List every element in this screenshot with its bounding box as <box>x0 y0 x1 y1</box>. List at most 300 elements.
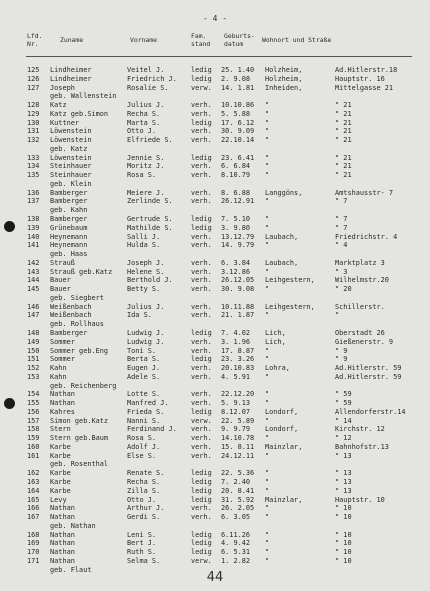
record-number: 160 <box>27 442 40 451</box>
record-number: 156 <box>27 407 40 416</box>
record-surname: Sommer geb.Eng <box>50 346 109 355</box>
record-firstname: Ferdinand J. <box>127 425 177 434</box>
record-number: 154 <box>27 390 40 399</box>
record-family-status: ledig <box>191 215 212 224</box>
record-number: 165 <box>27 495 40 504</box>
record-number: 150 <box>27 346 40 355</box>
record-birthdate: 22. 5.36 <box>221 469 255 478</box>
record-family-status: verh. <box>191 302 212 311</box>
record-residence: Lohra, <box>265 364 290 373</box>
record-birthdate: 1. 2.82 <box>221 556 251 565</box>
record-birthdate: 9. 9.79 <box>221 425 251 434</box>
record-birthdate: 30. 9.08 <box>221 285 255 294</box>
record-surname: Steinhauer <box>50 162 92 171</box>
record-number: 145 <box>27 285 40 294</box>
table-row <box>0 84 430 93</box>
record-street: " 59 <box>335 390 352 399</box>
record-list <box>0 66 430 574</box>
record-firstname: Adele S. <box>127 372 161 381</box>
record-number: 132 <box>27 136 40 145</box>
record-surname: Nathan <box>50 390 75 399</box>
record-birthdate: 30. 9.09 <box>221 127 255 136</box>
record-residence: Mainzlar, <box>265 442 303 451</box>
record-family-status: ledig <box>191 223 212 232</box>
record-birthdate: 10.10.86 <box>221 101 255 110</box>
record-birthdate: 25. 1.40 <box>221 66 255 74</box>
table-row <box>0 487 430 496</box>
record-birthdate: 7. 2.40 <box>221 477 251 486</box>
record-number: 144 <box>27 276 40 285</box>
record-firstname: Joseph J. <box>127 258 165 267</box>
record-family-status: verh. <box>191 136 212 145</box>
record-firstname: Otto J. <box>127 495 157 504</box>
record-residence: Holzheim, <box>265 66 303 74</box>
record-firstname: Bert J. <box>127 539 157 548</box>
record-firstname: Zilla S. <box>127 486 161 495</box>
record-residence: " <box>265 241 270 250</box>
record-surname: Karbe <box>50 477 71 486</box>
record-number: 166 <box>27 504 40 513</box>
record-surname: Stern <box>50 425 71 434</box>
record-street: " 7 <box>335 197 348 206</box>
record-residence: " <box>265 390 270 399</box>
record-number: 170 <box>27 548 40 557</box>
record-street: " 10 <box>335 530 352 539</box>
record-birthdate: 22.12.20 <box>221 390 255 399</box>
record-surname: Steinhauer <box>50 171 92 180</box>
table-row <box>0 390 430 399</box>
record-family-status: verh. <box>191 311 212 320</box>
table-row <box>0 294 430 303</box>
record-number: 157 <box>27 416 40 425</box>
record-number: 168 <box>27 530 40 539</box>
table-row <box>0 276 430 285</box>
table-row <box>0 241 430 250</box>
table-row <box>0 268 430 277</box>
record-street: Amtshausstr- 7 <box>335 188 394 197</box>
record-street: " 4 <box>335 241 348 250</box>
record-firstname: Helene S. <box>127 267 165 276</box>
record-surname: Sommer <box>50 337 75 346</box>
record-surname: Kahn <box>50 372 67 381</box>
record-surname: Joseph <box>50 83 75 92</box>
record-residence: Laubach, <box>265 258 299 267</box>
record-firstname: Friedrich J. <box>127 74 177 83</box>
record-firstname: Nanni S. <box>127 416 161 425</box>
record-surname: Nathan <box>50 530 75 539</box>
record-number: 141 <box>27 241 40 250</box>
record-family-status: verh. <box>191 425 212 434</box>
record-family-status: verh. <box>191 337 212 346</box>
record-birthdate: 20.10.83 <box>221 364 255 373</box>
header-rule <box>26 56 412 57</box>
record-surname: Nathan <box>50 399 75 408</box>
record-surname: Löwenstein <box>50 127 92 136</box>
table-row <box>0 285 430 294</box>
record-surname: Nathan <box>50 556 75 565</box>
record-residence: " <box>265 311 270 320</box>
record-family-status: ledig <box>191 118 212 127</box>
record-surname: Bauer <box>50 276 71 285</box>
record-birthdate: 2. 9.08 <box>221 74 251 83</box>
table-row <box>0 145 430 154</box>
table-row <box>0 162 430 171</box>
record-number: 155 <box>27 399 40 408</box>
record-surname: Katz <box>50 101 67 110</box>
record-number: 161 <box>27 451 40 460</box>
record-firstname: Recha S. <box>127 477 161 486</box>
table-row <box>0 66 430 75</box>
record-birthdate: 6. 3.05 <box>221 513 251 522</box>
table-row <box>0 496 430 505</box>
record-number: 162 <box>27 469 40 478</box>
table-header <box>0 32 430 52</box>
record-surname: Levy <box>50 495 67 504</box>
record-residence: Londorf, <box>265 407 299 416</box>
record-surname: Nathan <box>50 548 75 557</box>
record-residence: Inheiden, <box>265 83 303 92</box>
table-row <box>0 548 430 557</box>
record-residence: " <box>265 127 270 136</box>
record-firstname: Ludwig J. <box>127 337 165 346</box>
record-family-status: verh. <box>191 346 212 355</box>
record-firstname: Frieda S. <box>127 407 165 416</box>
record-residence: " <box>265 267 270 276</box>
record-residence: " <box>265 451 270 460</box>
record-firstname: Salli J. <box>127 232 161 241</box>
record-street: " 14 <box>335 416 352 425</box>
record-family-status: verh. <box>191 451 212 460</box>
record-surname: Weißenbach <box>50 311 92 320</box>
record-family-status: verh. <box>191 285 212 294</box>
record-residence: " <box>265 197 270 206</box>
record-family-status: ledig <box>191 495 212 504</box>
record-residence: " <box>265 556 270 565</box>
record-family-status: verh. <box>191 364 212 373</box>
record-number: 163 <box>27 477 40 486</box>
record-street: Marktplatz 3 <box>335 258 385 267</box>
table-row <box>0 101 430 110</box>
record-family-status: verh. <box>191 442 212 451</box>
record-number: 171 <box>27 556 40 565</box>
record-surname: Nathan <box>50 513 75 522</box>
record-surname: geb. Haas <box>50 250 88 259</box>
record-street: " 21 <box>335 171 352 180</box>
record-surname: Stern geb.Baum <box>50 434 109 443</box>
record-number: 148 <box>27 328 40 337</box>
record-number: 146 <box>27 302 40 311</box>
record-family-status: verh. <box>191 372 212 381</box>
record-residence: Leihgestern, <box>265 276 315 285</box>
record-number: 138 <box>27 215 40 224</box>
record-number: 126 <box>27 74 40 83</box>
record-firstname: Ludwig J. <box>127 328 165 337</box>
record-street: " 9 <box>335 355 348 364</box>
record-residence: Leihgestern, <box>265 302 315 311</box>
record-family-status: ledig <box>191 74 212 83</box>
record-residence: " <box>265 101 270 110</box>
record-residence: " <box>265 486 270 495</box>
header-nr-1: Lfd. <box>27 32 43 40</box>
record-surname: Bamberger <box>50 215 88 224</box>
record-family-status: ledig <box>191 153 212 162</box>
table-row <box>0 469 430 478</box>
record-number: 159 <box>27 434 40 443</box>
record-street: Bahnhofstr.13 <box>335 442 389 451</box>
record-firstname: Rosalie S. <box>127 83 169 92</box>
record-street: Ad.Hitlerstr.18 <box>335 66 398 74</box>
record-family-status: verh. <box>191 171 212 180</box>
record-street: Gießenerstr. 9 <box>335 337 394 346</box>
record-street: " 21 <box>335 127 352 136</box>
table-row <box>0 189 430 198</box>
record-firstname: Moritz J. <box>127 162 165 171</box>
record-number: 133 <box>27 153 40 162</box>
record-birthdate: 6. 6.84 <box>221 162 251 171</box>
record-surname: geb. Rollhaus <box>50 320 104 329</box>
record-firstname: Veitel J. <box>127 66 165 74</box>
record-surname: Grünebaum <box>50 223 88 232</box>
record-birthdate: 5. 5.88 <box>221 109 251 118</box>
record-firstname: Renate S. <box>127 469 165 478</box>
record-number: 136 <box>27 188 40 197</box>
record-number: 135 <box>27 171 40 180</box>
record-birthdate: 26.12.05 <box>221 276 255 285</box>
record-firstname: Gertrude S. <box>127 215 173 224</box>
record-family-status: verh. <box>191 127 212 136</box>
record-firstname: Betty S. <box>127 285 161 294</box>
table-row <box>0 224 430 233</box>
table-row <box>0 154 430 163</box>
record-surname: geb. Katz <box>50 144 88 153</box>
table-row <box>0 408 430 417</box>
record-firstname: Hulda S. <box>127 241 161 250</box>
record-firstname: Marta S. <box>127 118 161 127</box>
record-number: 151 <box>27 355 40 364</box>
record-residence: Londorf, <box>265 425 299 434</box>
table-row <box>0 197 430 206</box>
table-row <box>0 478 430 487</box>
record-number: 140 <box>27 232 40 241</box>
record-street: " 13 <box>335 486 352 495</box>
header-geb-2: datum <box>224 40 244 48</box>
record-family-status: verh. <box>191 513 212 522</box>
record-firstname: Manfred J. <box>127 399 169 408</box>
record-birthdate: 3. 1.96 <box>221 337 251 346</box>
table-row <box>0 364 430 373</box>
record-surname: Lindheimer <box>50 66 92 74</box>
table-row <box>0 522 430 531</box>
record-surname: Bamberger <box>50 328 88 337</box>
record-firstname: Selma S. <box>127 556 161 565</box>
record-firstname: Otto J. <box>127 127 157 136</box>
record-number: 127 <box>27 83 40 92</box>
record-firstname: Berthold J. <box>127 276 173 285</box>
record-street: " 10 <box>335 548 352 557</box>
record-surname: geb. Wallenstein <box>50 92 117 101</box>
record-birthdate: 8.10.79 <box>221 171 251 180</box>
record-surname: Strauß <box>50 258 75 267</box>
record-birthdate: 17. 8.87 <box>221 346 255 355</box>
record-residence: " <box>265 372 270 381</box>
record-firstname: Mathilde S. <box>127 223 173 232</box>
record-street: Hauptstr. 16 <box>335 74 385 83</box>
record-birthdate: 7. 5.10 <box>221 215 251 224</box>
record-street: " 21 <box>335 118 352 127</box>
table-row <box>0 531 430 540</box>
table-row <box>0 338 430 347</box>
record-surname: Karbe <box>50 486 71 495</box>
record-residence: Langgöns, <box>265 188 303 197</box>
table-row <box>0 539 430 548</box>
record-street: " 59 <box>335 399 352 408</box>
record-street: " <box>335 311 340 320</box>
record-surname: Heynemann <box>50 241 88 250</box>
table-row <box>0 382 430 391</box>
record-street: Wilhelmstr.20 <box>335 276 389 285</box>
record-surname: geb. Rosenthal <box>50 460 109 469</box>
record-family-status: ledig <box>191 355 212 364</box>
record-firstname: Julius J. <box>127 302 165 311</box>
record-residence: " <box>265 346 270 355</box>
record-surname: Kuttner <box>50 118 80 127</box>
record-family-status: verh. <box>191 109 212 118</box>
record-birthdate: 31. 5.92 <box>221 495 255 504</box>
record-street: " 21 <box>335 101 352 110</box>
header-nr-2: Nr. <box>27 40 39 48</box>
record-birthdate: 14. 9.79 <box>221 241 255 250</box>
record-firstname: Adolf J. <box>127 442 161 451</box>
record-street: Oberstadt 26 <box>335 328 385 337</box>
header-geb-1: Geburts- <box>224 32 255 40</box>
record-birthdate: 15. 8.11 <box>221 442 255 451</box>
record-birthdate: 3.12.86 <box>221 267 251 276</box>
record-residence: " <box>265 539 270 548</box>
record-number: 130 <box>27 118 40 127</box>
record-street: Allendorferstr.14 <box>335 407 406 416</box>
record-birthdate: 23. 3.26 <box>221 355 255 364</box>
table-row <box>0 513 430 522</box>
table-row <box>0 311 430 320</box>
record-birthdate: 14.10.78 <box>221 434 255 443</box>
table-row <box>0 460 430 469</box>
record-surname: geb. Reichenberg <box>50 381 117 390</box>
table-row <box>0 136 430 145</box>
record-family-status: verh. <box>191 390 212 399</box>
record-street: " 20 <box>335 285 352 294</box>
record-residence: " <box>265 153 270 162</box>
record-surname: geb. Flaut <box>50 565 92 574</box>
record-family-status: verw. <box>191 556 212 565</box>
record-number: 131 <box>27 127 40 136</box>
record-surname: geb. Siegbert <box>50 293 104 302</box>
record-number: 152 <box>27 364 40 373</box>
record-birthdate: 6.11.26 <box>221 530 251 539</box>
record-birthdate: 14. 1.81 <box>221 83 255 92</box>
record-street: " 21 <box>335 153 352 162</box>
record-family-status: verh. <box>191 399 212 408</box>
record-surname: Katz geb.Simon <box>50 109 109 118</box>
record-birthdate: 8. 6.88 <box>221 188 251 197</box>
record-firstname: Elfriede S. <box>127 136 173 145</box>
table-row <box>0 119 430 128</box>
record-firstname: Rosa S. <box>127 434 157 443</box>
record-family-status: ledig <box>191 469 212 478</box>
record-birthdate: 6. 3.84 <box>221 258 251 267</box>
record-birthdate: 5. 9.13 <box>221 399 251 408</box>
record-street: " 13 <box>335 451 352 460</box>
record-street: Hauptstr. 10 <box>335 495 385 504</box>
record-street: " 10 <box>335 539 352 548</box>
record-family-status: ledig <box>191 328 212 337</box>
record-birthdate: 8.12.07 <box>221 407 251 416</box>
table-row <box>0 233 430 242</box>
table-row <box>0 171 430 180</box>
table-row <box>0 320 430 329</box>
record-street: " 10 <box>335 504 352 513</box>
record-surname: Bauer <box>50 285 71 294</box>
record-surname: Löwenstein <box>50 136 92 145</box>
record-residence: " <box>265 477 270 486</box>
table-row <box>0 180 430 189</box>
record-street: " 10 <box>335 513 352 522</box>
record-surname: Bamberger <box>50 197 88 206</box>
record-residence: Mainzlar, <box>265 495 303 504</box>
table-row <box>0 399 430 408</box>
record-street: " 13 <box>335 477 352 486</box>
record-birthdate: 4. 5.91 <box>221 372 251 381</box>
record-street: " 7 <box>335 215 348 224</box>
record-residence: " <box>265 469 270 478</box>
record-family-status: ledig <box>191 530 212 539</box>
record-residence: " <box>265 215 270 224</box>
record-residence: " <box>265 399 270 408</box>
record-family-status: verh. <box>191 188 212 197</box>
record-birthdate: 22. 5.89 <box>221 416 255 425</box>
record-residence: " <box>265 548 270 557</box>
record-family-status: verh. <box>191 241 212 250</box>
table-row <box>0 215 430 224</box>
record-number: 169 <box>27 539 40 548</box>
record-firstname: Leni S. <box>127 530 157 539</box>
header-fam-1: Fam. <box>191 32 207 40</box>
record-number: 139 <box>27 223 40 232</box>
table-row <box>0 259 430 268</box>
table-row <box>0 425 430 434</box>
record-number: 158 <box>27 425 40 434</box>
table-row <box>0 557 430 566</box>
table-row <box>0 417 430 426</box>
record-surname: Strauß geb.Katz <box>50 267 113 276</box>
record-street: " 3 <box>335 267 348 276</box>
record-family-status: ledig <box>191 477 212 486</box>
record-residence: Lich, <box>265 328 286 337</box>
record-firstname: Arthur J. <box>127 504 165 513</box>
record-family-status: ledig <box>191 66 212 74</box>
record-residence: " <box>265 223 270 232</box>
record-surname: Nathan <box>50 539 75 548</box>
record-firstname: Julius J. <box>127 101 165 110</box>
header-fam-2: stand <box>191 40 211 48</box>
record-residence: " <box>265 530 270 539</box>
record-birthdate: 6. 5.31 <box>221 548 251 557</box>
table-row <box>0 504 430 513</box>
record-number: 164 <box>27 486 40 495</box>
handwritten-page-number: 44 <box>206 570 224 585</box>
record-surname: geb. Kahn <box>50 206 88 215</box>
record-residence: Lich, <box>265 337 286 346</box>
record-residence: " <box>265 355 270 364</box>
